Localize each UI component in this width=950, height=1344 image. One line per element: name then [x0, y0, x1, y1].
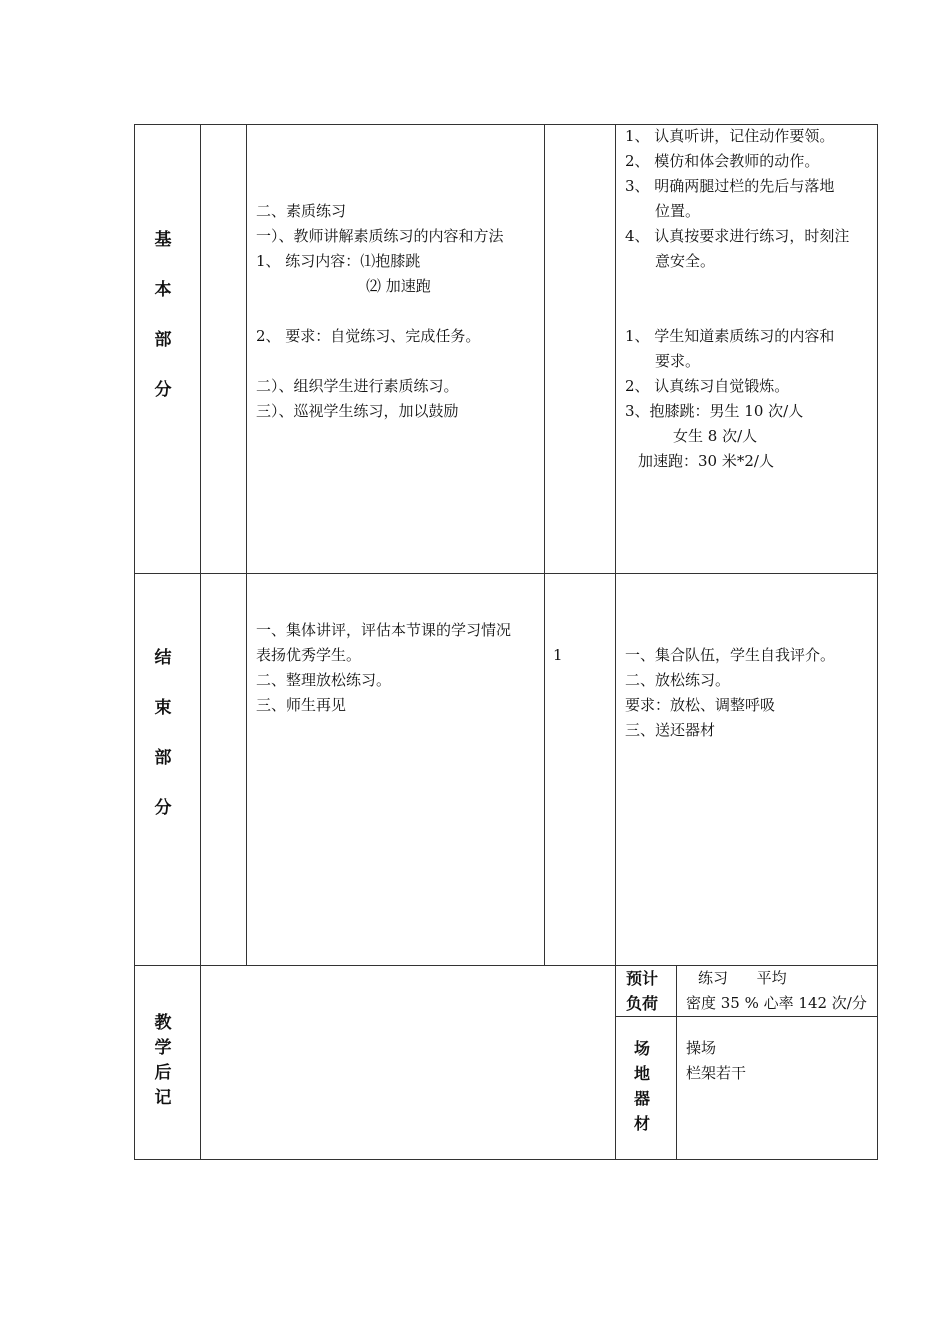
label-char: 分: [154, 798, 172, 818]
basic-student-line: 3、 明确两腿过栏的先后与落地: [625, 177, 835, 195]
basic-student-line: 4、 认真按要求进行练习，时刻注: [625, 227, 850, 245]
venue-line: 操场: [686, 1039, 717, 1057]
basic-content-line: 二）、组织学生进行素质练习。: [256, 377, 459, 395]
ending-content-line: 表扬优秀学生。: [256, 646, 362, 664]
venue-label-char: 场: [634, 1039, 651, 1058]
ending-content-line: 一、集体讲评，评估本节课的学习情况: [256, 621, 512, 639]
label-char: 记: [154, 1088, 172, 1108]
basic-student-line: 2、 模仿和体会教师的动作。: [625, 152, 820, 170]
venue-label-char: 材: [634, 1114, 651, 1133]
basic-student-line: 要求。: [655, 352, 701, 370]
basic-content-line: 1、 练习内容：⑴抱膝跳: [256, 252, 421, 270]
ending-student-line: 一、集合队伍，学生自我评介。: [625, 646, 836, 664]
ending-student-line: 三、送还器材: [625, 721, 716, 739]
notes-section-label: [148, 1011, 178, 1111]
label-char: 教: [154, 1013, 172, 1033]
label-char: 部: [154, 330, 172, 350]
notes-label-divider: [676, 965, 677, 1160]
venue-label-char: 地: [634, 1064, 651, 1083]
basic-student-line: 1、 认真听讲，记住动作要领。: [625, 127, 835, 145]
ending-count: 1: [553, 646, 563, 664]
basic-student-line: 2、 认真练习自觉锻炼。: [625, 377, 790, 395]
basic-student-line: 加速跑：30 米*2/人: [638, 452, 774, 470]
label-char: 本: [154, 280, 172, 300]
basic-student-line: 1、 学生知道素质练习的内容和: [625, 327, 835, 345]
label-char: 结: [154, 648, 172, 668]
col-divider-content: [544, 124, 545, 966]
venue-label-char: 器: [634, 1089, 651, 1108]
col-divider-count: [615, 124, 616, 1160]
load-label-line: 负荷: [626, 994, 659, 1013]
table-border-right: [877, 124, 878, 1160]
venue-label: [634, 1036, 650, 1136]
basic-section-label: [148, 225, 178, 425]
basic-student-line: 女生 8 次/人: [673, 427, 758, 445]
basic-content-line: 二、素质练习: [256, 202, 347, 220]
ending-content-line: 二、整理放松练习。: [256, 671, 392, 689]
basic-student-line: 3、抱膝跳：男生 10 次/人: [625, 402, 804, 420]
load-label-line: 预计: [626, 969, 659, 988]
basic-student-line: 位置。: [655, 202, 701, 220]
ending-section-label: [148, 643, 178, 843]
col-divider-narrow: [246, 124, 247, 966]
label-char: 学: [154, 1038, 172, 1058]
label-char: 部: [154, 748, 172, 768]
load-label: [626, 966, 658, 1016]
label-char: 分: [154, 380, 172, 400]
table-border-bottom: [134, 1159, 878, 1160]
notes-inner-divider: [615, 1016, 878, 1017]
ending-student-line: 要求：放松、调整呼吸: [625, 696, 776, 714]
load-line-1: 练习 平均: [698, 969, 787, 987]
basic-student-line: 意安全。: [655, 252, 716, 270]
label-char: 束: [154, 698, 172, 718]
basic-content-line: ⑵ 加速跑: [366, 277, 431, 295]
basic-content-line: 一）、教师讲解素质练习的内容和方法: [256, 227, 504, 245]
label-char: 后: [154, 1063, 172, 1083]
ending-student-line: 二、放松练习。: [625, 671, 731, 689]
ending-content-line: 三、师生再见: [256, 696, 347, 714]
basic-content-line: 三）、巡视学生练习，加以鼓励: [256, 402, 459, 420]
label-char: 基: [154, 230, 172, 250]
load-line-2: 密度 35 % 心率 142 次/分: [686, 994, 867, 1012]
basic-content-line: 2、 要求：自觉练习、完成任务。: [256, 327, 481, 345]
table-border-left: [134, 124, 135, 1160]
col-divider-label: [200, 124, 201, 1160]
venue-line: 栏架若干: [686, 1064, 747, 1082]
